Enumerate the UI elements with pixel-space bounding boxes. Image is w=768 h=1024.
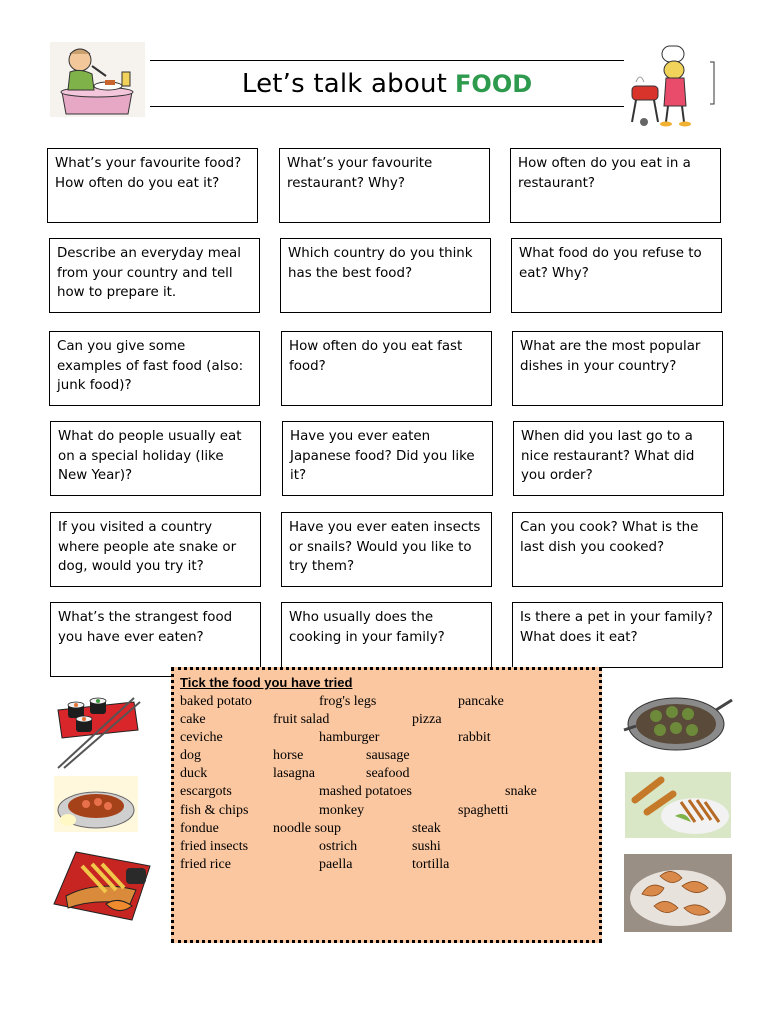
question-card: Describe an everyday meal from your country and tell how to prepare it.: [49, 238, 260, 313]
food-item: horse: [273, 748, 304, 763]
food-item: dog: [180, 748, 201, 763]
food-item: paella: [319, 857, 353, 872]
food-item: noodle soup: [273, 821, 342, 836]
title-bar: [150, 60, 624, 107]
food-item: hamburger: [319, 730, 380, 745]
food-item: snake: [505, 784, 537, 799]
question-card: Which country do you think has the best food?: [280, 238, 491, 313]
food-item: fondue: [180, 821, 219, 836]
food-item: cake: [180, 712, 206, 727]
food-item: steak: [412, 821, 441, 836]
question-card: What’s your favourite restaurant? Why?: [279, 148, 490, 223]
food-item: fish & chips: [180, 803, 249, 818]
question-card: Have you ever eaten insects or snails? Would you like to try them?: [281, 512, 492, 587]
food-item: escargots: [180, 784, 232, 799]
fried-insects-icon: [625, 772, 731, 838]
fried-frogs-icon: [624, 854, 732, 932]
food-item: seafood: [366, 766, 410, 781]
question-card: Can you cook? What is the last dish you cooked?: [512, 512, 723, 587]
food-item: sushi: [412, 839, 441, 854]
food-item: pancake: [458, 694, 504, 709]
food-item: pizza: [412, 712, 442, 727]
fast-food-icon: [46, 846, 158, 926]
question-card: Have you ever eaten Japanese food? Did you like it?: [282, 421, 493, 496]
question-card: What’s your favourite food? How often do you eat it?: [47, 148, 258, 223]
question-card: When did you last go to a nice restaurant? What did you order?: [513, 421, 724, 496]
food-item: spaghetti: [458, 803, 509, 818]
food-item: monkey: [319, 803, 365, 818]
food-item: fruit salad: [273, 712, 330, 727]
food-item: duck: [180, 766, 208, 781]
question-card: If you visited a country where people ate snake or dog, would you try it?: [50, 512, 261, 587]
food-item: fried insects: [180, 839, 249, 854]
chef-bbq-icon: [622, 42, 716, 128]
food-item: mashed potatoes: [319, 784, 412, 799]
food-item: baked potato: [180, 694, 252, 709]
question-card: What do people usually eat on a special holiday (like New Year)?: [50, 421, 261, 496]
question-card: What food do you refuse to eat? Why?: [511, 238, 722, 313]
question-card: Can you give some examples of fast food (also: junk food)?: [49, 331, 260, 406]
tick-food-panel: [171, 667, 602, 943]
food-item: tortilla: [412, 857, 450, 872]
food-item: ceviche: [180, 730, 223, 745]
man-eating-icon: [50, 42, 145, 117]
question-card: What are the most popular dishes in your country?: [512, 331, 723, 406]
food-item: rabbit: [458, 730, 491, 745]
food-item: frog's legs: [319, 694, 377, 709]
food-item: fried rice: [180, 857, 231, 872]
question-card: What’s the strangest food you have ever eaten?: [50, 602, 261, 677]
question-card: How often do you eat fast food?: [281, 331, 492, 406]
question-card: Is there a pet in your family? What does it eat?: [512, 602, 723, 668]
shrimp-dish-icon: [54, 776, 138, 832]
page-title: Let’s talk about: [241, 68, 448, 99]
escargots-icon: [620, 690, 734, 758]
food-item: lasagna: [273, 766, 315, 781]
sushi-icon: [52, 688, 144, 770]
food-item: ostrich: [319, 839, 358, 854]
question-card: How often do you eat in a restaurant?: [510, 148, 721, 223]
food-item: sausage: [366, 748, 410, 763]
question-card: Who usually does the cooking in your family?: [281, 602, 492, 668]
page-title-accent: FOOD: [455, 69, 533, 98]
tick-panel-title: Tick the food you have tried: [180, 675, 353, 690]
